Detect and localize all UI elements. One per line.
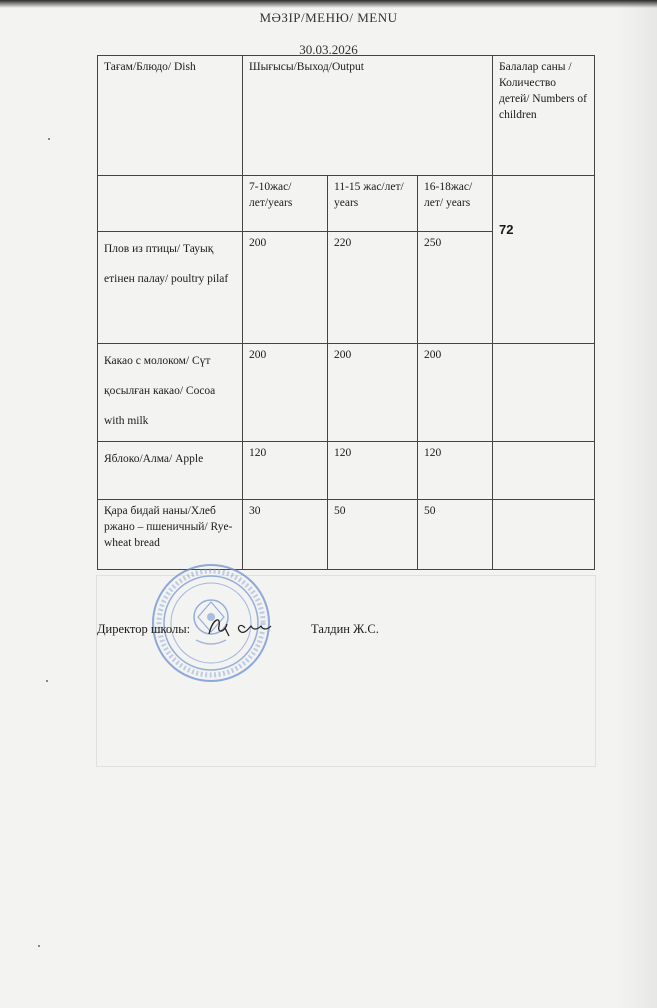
scan-shade xyxy=(617,0,657,1008)
dish-cell: Какао с молоком/ Сүт қосылған какао/ Cocoa with milk xyxy=(98,344,243,442)
age-11-15-header: 11-15 жас/лет/ years xyxy=(328,176,418,232)
signature-line xyxy=(97,622,379,637)
children-count: 72 xyxy=(499,222,514,237)
output-cell: 50 xyxy=(418,500,493,570)
dish-cell: Яблоко/Алма/ Apple xyxy=(98,442,243,500)
dish-cell: Плов из птицы/ Тауық етінен палау/ poultry pilaf xyxy=(98,232,243,344)
output-cell: 120 xyxy=(328,442,418,500)
dish-cell: Қара бидай наны/Хлеб ржано – пшеничный/ Rye-wheat bread xyxy=(98,500,243,570)
output-cell: 200 xyxy=(328,344,418,442)
handwritten-signature xyxy=(205,612,275,642)
output-cell: 50 xyxy=(328,500,418,570)
output-cell: 200 xyxy=(418,344,493,442)
dish-header: Тағам/Блюдо/ Dish xyxy=(98,56,243,176)
children-cell xyxy=(493,344,595,442)
age-7-10-header: 7-10жас/лет/years xyxy=(243,176,328,232)
output-cell: 220 xyxy=(328,232,418,344)
children-cell xyxy=(493,500,595,570)
scan-speck xyxy=(48,138,50,140)
output-cell: 200 xyxy=(243,232,328,344)
age-row xyxy=(98,176,595,232)
director-label: Директор школы: xyxy=(97,622,191,636)
children-count-cell xyxy=(493,176,595,344)
output-cell: 120 xyxy=(243,442,328,500)
table-row xyxy=(98,500,595,570)
header-row xyxy=(98,56,595,176)
director-name: Талдин Ж.С. xyxy=(311,622,379,636)
empty-cell xyxy=(98,176,243,232)
document-heading: МӘЗІР/МЕНЮ/ MENU xyxy=(259,10,398,25)
age-16-18-header: 16-18жас/лет/ years xyxy=(418,176,493,232)
scan-speck xyxy=(46,680,48,682)
menu-table xyxy=(97,55,595,570)
output-cell: 250 xyxy=(418,232,493,344)
scan-speck xyxy=(38,945,40,947)
children-cell xyxy=(493,442,595,500)
output-cell: 200 xyxy=(243,344,328,442)
scan-edge xyxy=(0,0,657,8)
table-row xyxy=(98,442,595,500)
output-cell: 120 xyxy=(418,442,493,500)
table-row xyxy=(98,344,595,442)
document-date: 30.03.2026 xyxy=(299,42,358,57)
output-cell: 30 xyxy=(243,500,328,570)
children-header: Балалар саны /Количество детей/ Numbers of children xyxy=(493,56,595,176)
output-header: Шығысы/Выход/Output xyxy=(243,56,493,176)
